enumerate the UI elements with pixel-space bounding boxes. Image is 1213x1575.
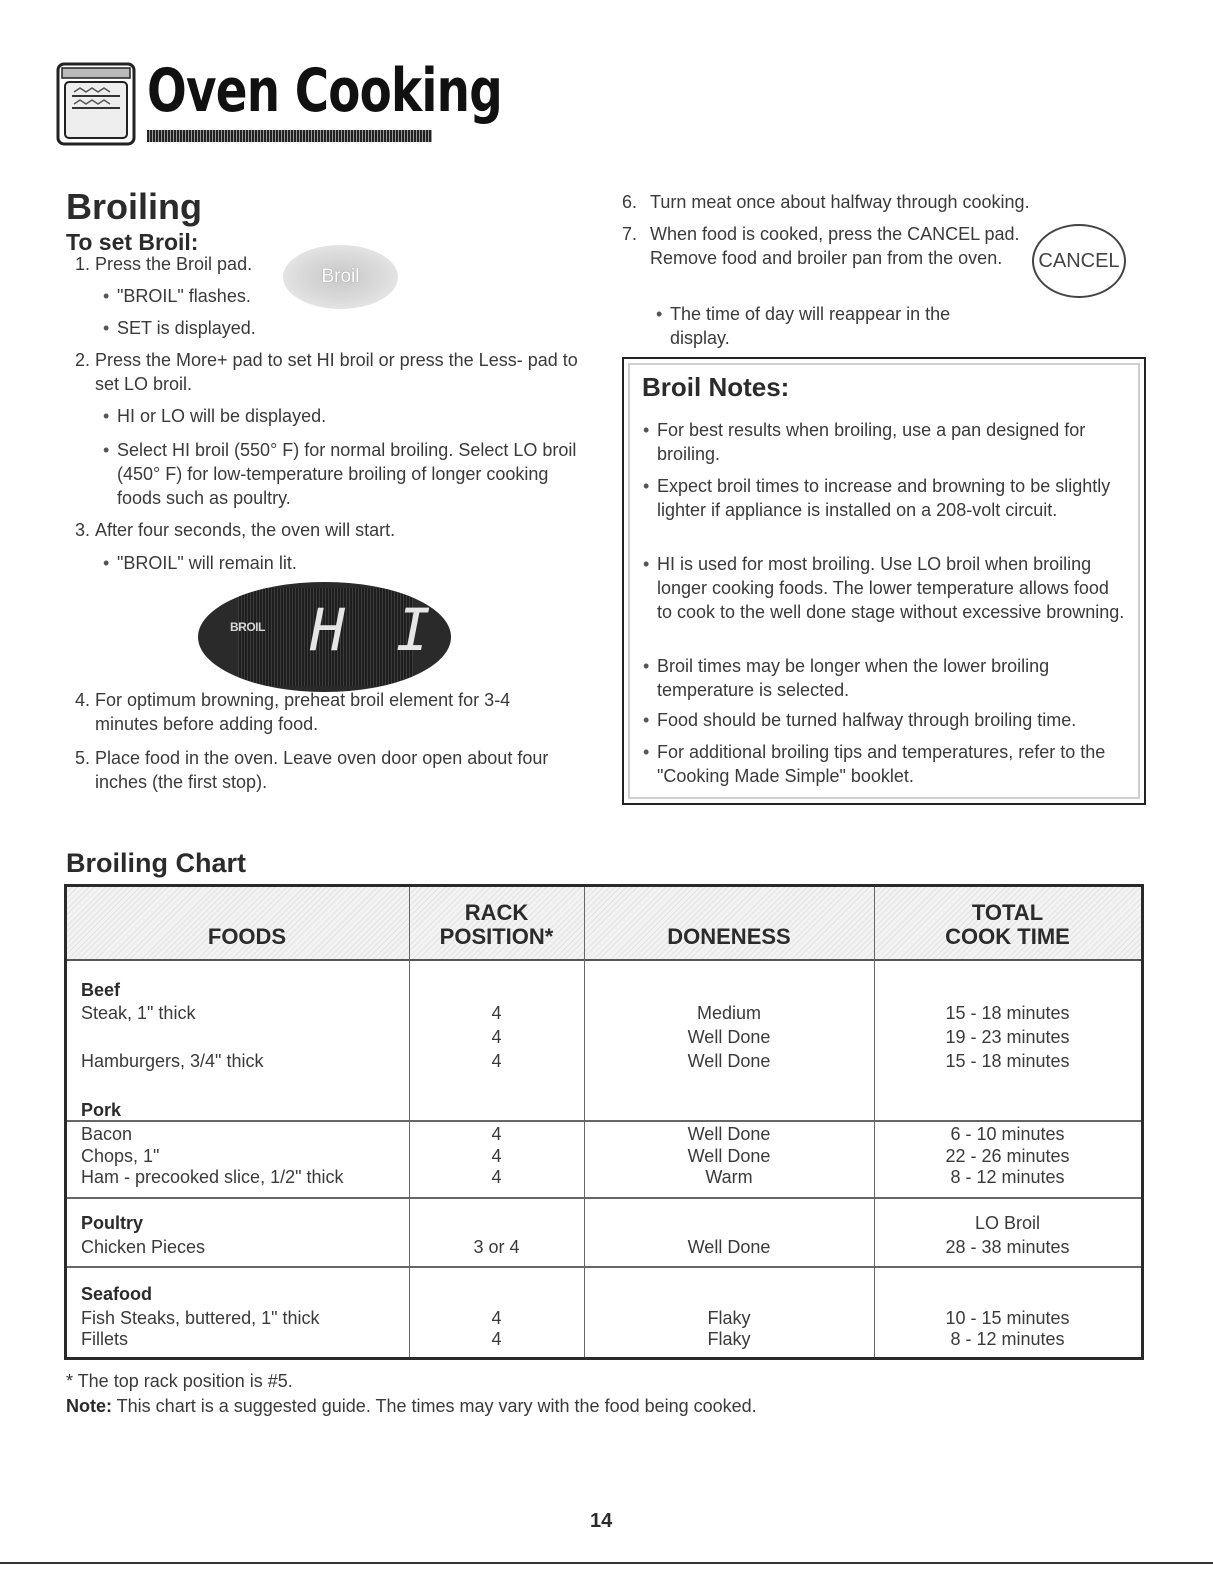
section-heading-broiling: Broiling (66, 186, 202, 227)
rack-cell: 4 (491, 1051, 502, 1071)
page-title: Oven Cooking (147, 56, 502, 126)
col-header-doneness: DONENESS (667, 924, 791, 949)
group-label-pork: Pork (81, 1100, 122, 1120)
subheading-set-broil: To set Broil: (66, 229, 199, 255)
time-cell: 8 - 12 minutes (950, 1329, 1065, 1349)
title-underline (147, 130, 432, 142)
step-text: Press the Broil pad. (95, 254, 253, 274)
doneness-cell: Well Done (687, 1027, 771, 1047)
time-cell: 6 - 10 minutes (950, 1124, 1065, 1144)
cancel-pad-button[interactable]: CANCEL (1032, 224, 1126, 298)
step-text: Place food in the oven. Leave oven door open about four inches (the first stop). (95, 748, 549, 792)
footnote: * The top rack position is #5. (66, 1371, 293, 1391)
time-cell: 19 - 23 minutes (945, 1027, 1070, 1047)
row-divider (67, 1120, 1141, 1122)
time-cell: 10 - 15 minutes (945, 1308, 1070, 1328)
note-item: • Food should be turned halfway through broiling time. (657, 708, 1076, 732)
broil-notes-heading: Broil Notes: (642, 372, 790, 402)
food-cell: Fillets (81, 1329, 129, 1349)
bullet-text: • "BROIL" will remain lit. (117, 551, 297, 575)
time-cell: 8 - 12 minutes (950, 1167, 1065, 1187)
row-divider (67, 1197, 1141, 1199)
doneness-cell: Well Done (687, 1237, 771, 1257)
oven-display (198, 582, 451, 692)
display-hi-readout: H I (310, 596, 439, 664)
time-cell: 15 - 18 minutes (945, 1051, 1070, 1071)
doneness-cell: Well Done (687, 1146, 771, 1166)
step-text: For optimum browning, preheat broil element for 3-4 minutes before adding food. (95, 690, 511, 734)
rack-cell: 4 (491, 1146, 502, 1166)
step-text: When food is cooked, press the CANCEL pad. Remove food and broiler pan from the oven. (650, 224, 1020, 268)
step-text: Press the More+ pad to set HI broil or press the Less- pad to set LO broil. (95, 350, 578, 394)
bullet-text: • HI or LO will be displayed. (117, 404, 326, 428)
column-divider (409, 887, 410, 1357)
food-cell: Chicken Pieces (81, 1237, 206, 1257)
rack-cell: 4 (491, 1329, 502, 1349)
step-text: Turn meat once about halfway through cooking. (650, 192, 1030, 212)
doneness-cell: Warm (705, 1167, 753, 1187)
doneness-cell: Flaky (707, 1308, 751, 1328)
bullet-text: • Select HI broil (550° F) for normal broiling. Select LO broil (450° F) for low-temperature broiling of longer cooking foods such as poultry. (117, 438, 579, 510)
step-number: 3. (75, 520, 91, 540)
note-item: • For additional broiling tips and temperatures, refer to the "Cooking Made Simple" booklet. (657, 740, 1137, 788)
broiling-chart-heading: Broiling Chart (66, 848, 246, 878)
rack-cell: 4 (491, 1124, 502, 1144)
display-broil-label: BROIL (230, 620, 265, 634)
doneness-cell: Flaky (707, 1329, 751, 1349)
oven-icon (56, 62, 136, 146)
note-item: • Expect broil times to increase and browning to be slightly lighter if appliance is installed on a 208-volt circuit. (657, 474, 1127, 522)
time-cell: 22 - 26 minutes (945, 1146, 1070, 1166)
step-number: 4. (75, 690, 91, 710)
group-label-beef: Beef (81, 980, 121, 1000)
rack-cell: 4 (491, 1027, 502, 1047)
note-label: Note: (66, 1396, 112, 1416)
doneness-cell: Medium (696, 1003, 762, 1023)
step-number: 6. (622, 192, 638, 212)
note-item: • HI is used for most broiling. Use LO broil when broiling longer cooking foods. The lower temperature allows food to cook to the well done stage without excessive browning. (657, 552, 1127, 624)
row-divider (67, 1266, 1141, 1268)
broil-pad-button[interactable]: Broil (283, 245, 398, 309)
food-cell: Steak, 1" thick (81, 1003, 196, 1023)
doneness-cell: Well Done (687, 1051, 771, 1071)
page-number: 14 (590, 1510, 613, 1532)
food-cell: Hamburgers, 3/4" thick (81, 1051, 264, 1071)
food-cell: Bacon (81, 1124, 133, 1144)
step-number: 2. (75, 350, 91, 370)
col-header-position: POSITION* (439, 924, 554, 949)
note-item: • For best results when broiling, use a pan designed for broiling. (657, 418, 1127, 466)
group-label-seafood: Seafood (81, 1284, 153, 1304)
note-item: • Broil times may be longer when the lower broiling temperature is selected. (657, 654, 1127, 702)
time-cell: 28 - 38 minutes (945, 1237, 1070, 1257)
column-divider (874, 887, 875, 1357)
bullet-text: • SET is displayed. (117, 316, 256, 340)
col-header-cook-time: COOK TIME (945, 924, 1070, 949)
step-text: After four seconds, the oven will start. (95, 520, 396, 540)
step-number: 1. (75, 254, 91, 274)
food-cell: Ham - precooked slice, 1/2" thick (81, 1167, 344, 1187)
col-header-foods: FOODS (207, 924, 287, 949)
col-header-rack: RACK (464, 900, 529, 925)
col-header-total: TOTAL (971, 900, 1044, 925)
broiling-chart-table (64, 884, 1144, 1360)
step-number: 5. (75, 748, 91, 768)
group-label-poultry: Poultry (81, 1213, 144, 1233)
rack-cell: 4 (491, 1167, 502, 1187)
bullet-text: • The time of day will reappear in the display. (670, 302, 980, 350)
rack-cell: 4 (491, 1308, 502, 1328)
note-text: This chart is a suggested guide. The times may vary with the food being cooked. (112, 1396, 757, 1416)
rack-cell: 3 or 4 (473, 1237, 520, 1257)
food-cell: Chops, 1" (81, 1146, 160, 1166)
time-note-cell: LO Broil (974, 1213, 1041, 1233)
doneness-cell: Well Done (687, 1124, 771, 1144)
column-divider (584, 887, 585, 1357)
time-cell: 15 - 18 minutes (945, 1003, 1070, 1023)
bullet-text: • "BROIL" flashes. (117, 284, 251, 308)
food-cell: Fish Steaks, buttered, 1" thick (81, 1308, 320, 1328)
step-number: 7. (622, 224, 638, 244)
bottom-rule (0, 1562, 1213, 1564)
rack-cell: 4 (491, 1003, 502, 1023)
chart-note (66, 1394, 757, 1418)
